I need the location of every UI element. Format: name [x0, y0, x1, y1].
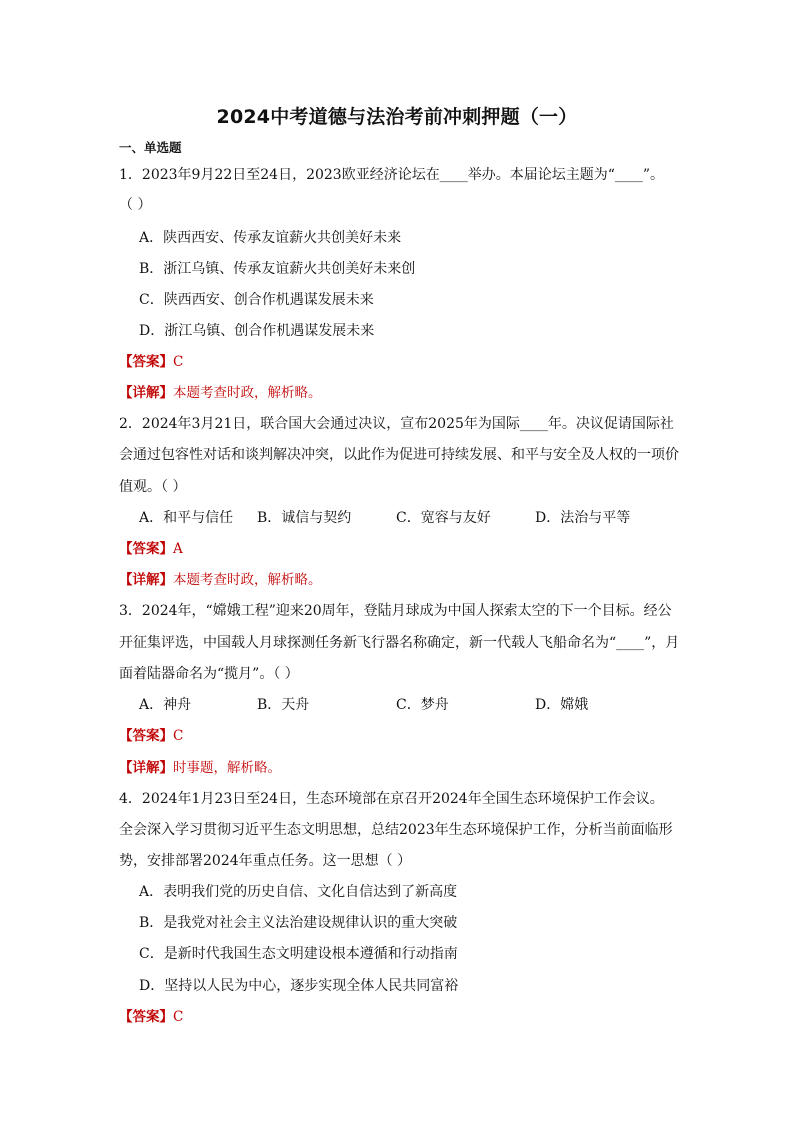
question-2-line-2: 会通过包容性对话和谈判解决冲突，以此作为促进可持续发展、和平与安全及人权的一项价	[119, 447, 679, 463]
question-1-answer	[119, 352, 183, 372]
question-1-option-b: B．浙江乌镇、传承友谊薪火共创美好未来创	[139, 261, 416, 277]
detail-text: 本题考查时政，解析略。	[173, 572, 322, 588]
answer-tag: 【答案】	[119, 541, 173, 557]
document-title: 2024中考道德与法治考前冲刺押题（一）	[216, 106, 578, 128]
answer-tag: 【答案】	[119, 354, 173, 370]
detail-tag: 【详解】	[119, 572, 173, 588]
detail-text: 本题考查时政，解析略。	[173, 385, 322, 401]
question-1-option-a: A．陕西西安、传承友谊薪火共创美好未来	[139, 230, 402, 246]
question-2-option-a: A．和平与信任	[139, 510, 234, 526]
detail-tag: 【详解】	[119, 385, 173, 401]
detail-tag: 【详解】	[119, 760, 173, 776]
question-3-line-2: 开征集评选，中国载人月球探测任务新飞行器名称确定，新一代载人飞船命名为“____”，月	[119, 635, 680, 651]
question-4-option-d: D．坚持以人民为中心，逐步实现全体人民共同富裕	[139, 978, 459, 994]
question-3-detail	[119, 758, 281, 778]
answer-value: C	[173, 1009, 184, 1025]
question-3-line-1: 3．2024年，“嫦娥工程”迎来20周年，登陆月球成为中国人探索太空的下一个目标。经公	[119, 603, 672, 619]
question-2-option-d: D．法治与平等	[535, 510, 631, 526]
question-3-options	[139, 695, 679, 715]
question-4-line-3: 势，安排部署2024年重点任务。这一思想（ ）	[119, 853, 412, 869]
answer-value: C	[173, 354, 184, 370]
question-3-option-b: B．天舟	[257, 697, 310, 713]
question-3-answer	[119, 726, 183, 746]
question-3-option-a: A．神舟	[139, 697, 192, 713]
answer-value: C	[173, 728, 184, 744]
question-2-option-c: C．宽容与友好	[396, 510, 491, 526]
question-4-option-c: C．是新时代我国生态文明建设根本遵循和行动指南	[139, 946, 458, 962]
question-1-detail	[119, 383, 322, 403]
question-2-line-1: 2．2024年3月21日，联合国大会通过决议，宣布2025年为国际____年。决议促请国际社	[119, 416, 674, 432]
question-2-detail	[119, 570, 322, 590]
question-1-line-2: （ ）	[119, 197, 152, 213]
question-4-option-a: A．表明我们党的历史自信、文化自信达到了新高度	[139, 884, 458, 900]
answer-value: A	[173, 541, 183, 557]
question-4-line-2: 全会深入学习贯彻习近平生态文明思想，总结2023年生态环境保护工作，分析当前面临形	[119, 822, 673, 838]
answer-tag: 【答案】	[119, 728, 173, 744]
detail-text: 时事题，解析略。	[173, 760, 281, 776]
section-heading: 一、单选题	[119, 140, 182, 155]
answer-tag: 【答案】	[119, 1009, 173, 1025]
question-4-line-1: 4．2024年1月23日至24日，生态环境部在京召开2024年全国生态环境保护工作会议。	[119, 791, 664, 807]
question-2-line-3: 值观。（ ）	[119, 479, 187, 495]
question-3-option-c: C．梦舟	[396, 697, 449, 713]
question-4-answer	[119, 1007, 183, 1027]
question-4-option-b: B．是我党对社会主义法治建设规律认识的重大突破	[139, 915, 458, 931]
question-1-option-c: C．陕西西安、创合作机遇谋发展未来	[139, 292, 374, 308]
question-3-option-d: D．嫦娥	[535, 697, 589, 713]
question-2-answer	[119, 539, 183, 559]
question-2-option-b: B．诚信与契约	[257, 510, 352, 526]
question-1-option-d: D．浙江乌镇、创合作机遇谋发展未来	[139, 323, 375, 339]
question-3-line-3: 面着陆器命名为“揽月”。（ ）	[119, 666, 299, 682]
question-1-line-1: 1．2023年9月22日至24日，2023欧亚经济论坛在____举办。本届论坛主题为“____”。	[119, 167, 665, 183]
question-2-options	[139, 508, 679, 528]
